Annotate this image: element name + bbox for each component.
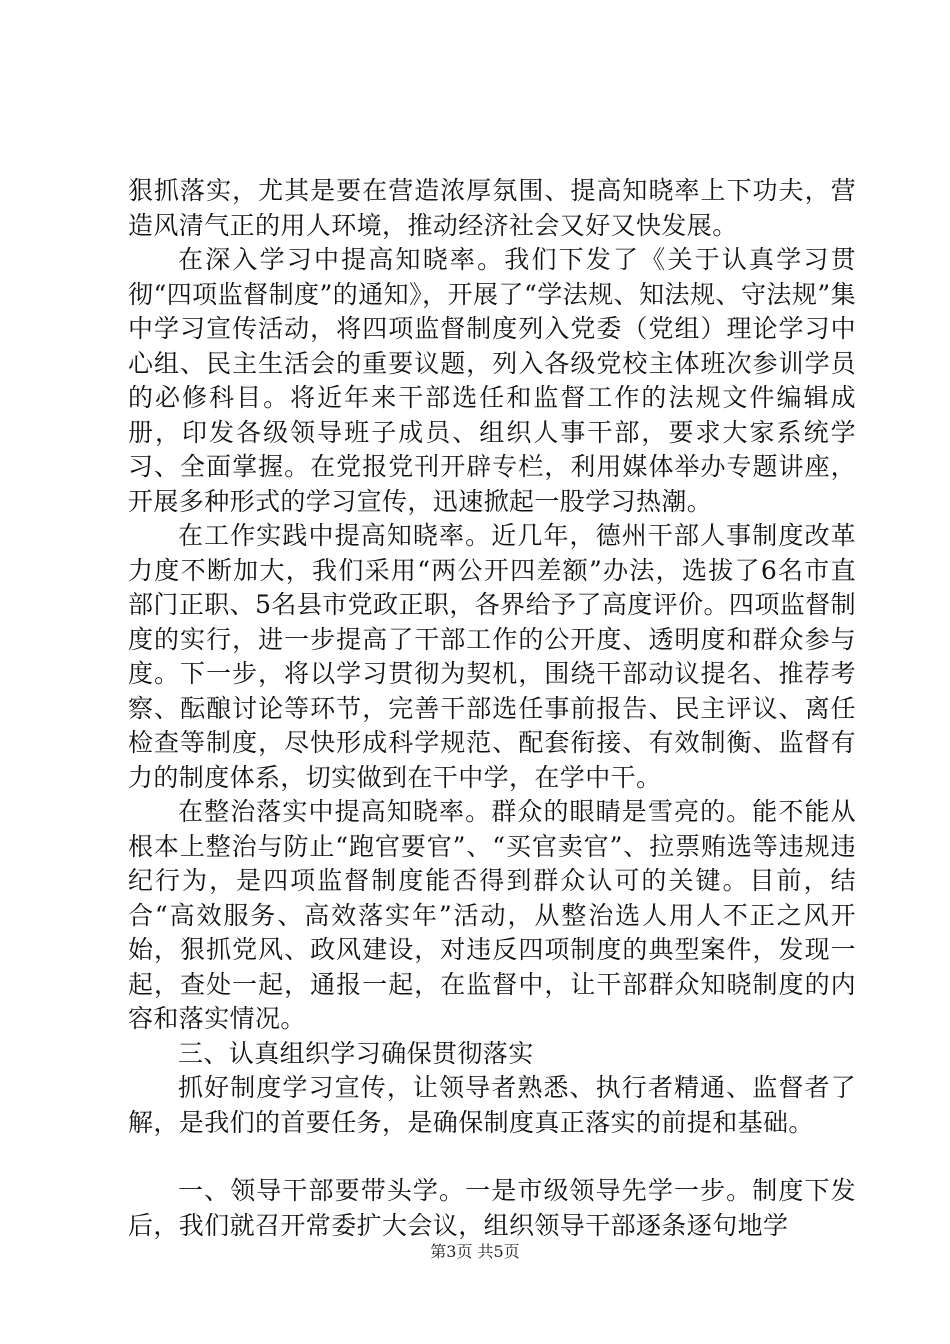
paragraph-continuation: 狠抓落实，尤其是要在营造浓厚氛围、提高知晓率上下功夫，营造风清气正的用人环境，推动经济社会又好又快发展。 [128, 176, 856, 240]
paragraph-practice-awareness: 在工作实践中提高知晓率。近几年，德州干部人事制度改革力度不断加大，我们采用“两公开四差额”办法，选拔了6名市直部门正职、5名县市党政正职，各界给予了高度评价。四项监督制度的实行，进一步提高了干部工作的公开度、透明度和群众参与度。下一步，将以学习贯彻为契机，围绕干部动议提名、推荐考察、酝酿讨论等环节，完善干部选任事前报告、民主评议、离任检查等制度，尽快形成科学规范、配套衔接、有效制衡、监督有力的制度体系，切实做到在干中学，在学中干。 [128, 521, 856, 792]
document-body [128, 174, 856, 1243]
paragraph-rectification-awareness: 在整治落实中提高知晓率。群众的眼睛是雪亮的。能不能从根本上整治与防止“跑官要官”、“买官卖官”、拉票贿选等违规违纪行为，是四项监督制度能否得到群众认可的关键。目前，结合“高效服务、高效落实年”活动，从整治选人用人不正之风开始，狠抓党风、政风建设，对违反四项制度的典型案件，发现一起，查处一起，通报一起，在监督中，让干部群众知晓制度的内容和落实情况。 [128, 797, 856, 1033]
section-heading-3: 三、认真组织学习确保贯彻落实 [178, 1038, 534, 1068]
page-number-footer: 第3页 共5页 [430, 1242, 520, 1261]
paragraph-study-awareness: 在深入学习中提高知晓率。我们下发了《关于认真学习贯彻“四项监督制度”的通知》，开展了“学法规、知法规、守法规”集中学习宣传活动，将四项监督制度列入党委（党组）理论学习中心组、民主生活会的重要议题，列入各级党校主体班次参训学员的必修科目。将近年来干部选任和监督工作的法规文件编辑成册，印发各级领导班子成员、组织人事干部，要求大家系统学习、全面掌握。在党报党刊开辟专栏，利用媒体举办专题讲座，开展多种形式的学习宣传，迅速掀起一股学习热潮。 [128, 245, 856, 516]
paragraph-leaders-first: 一、领导干部要带头学。一是市级领导先学一步。制度下发后，我们就召开常委扩大会议，组织领导干部逐条逐句地学 [128, 1176, 856, 1240]
paragraph-study-publicity: 抓好制度学习宣传，让领导者熟悉、执行者精通、监督者了解，是我们的首要任务，是确保制度真正落实的前提和基础。 [128, 1073, 856, 1137]
